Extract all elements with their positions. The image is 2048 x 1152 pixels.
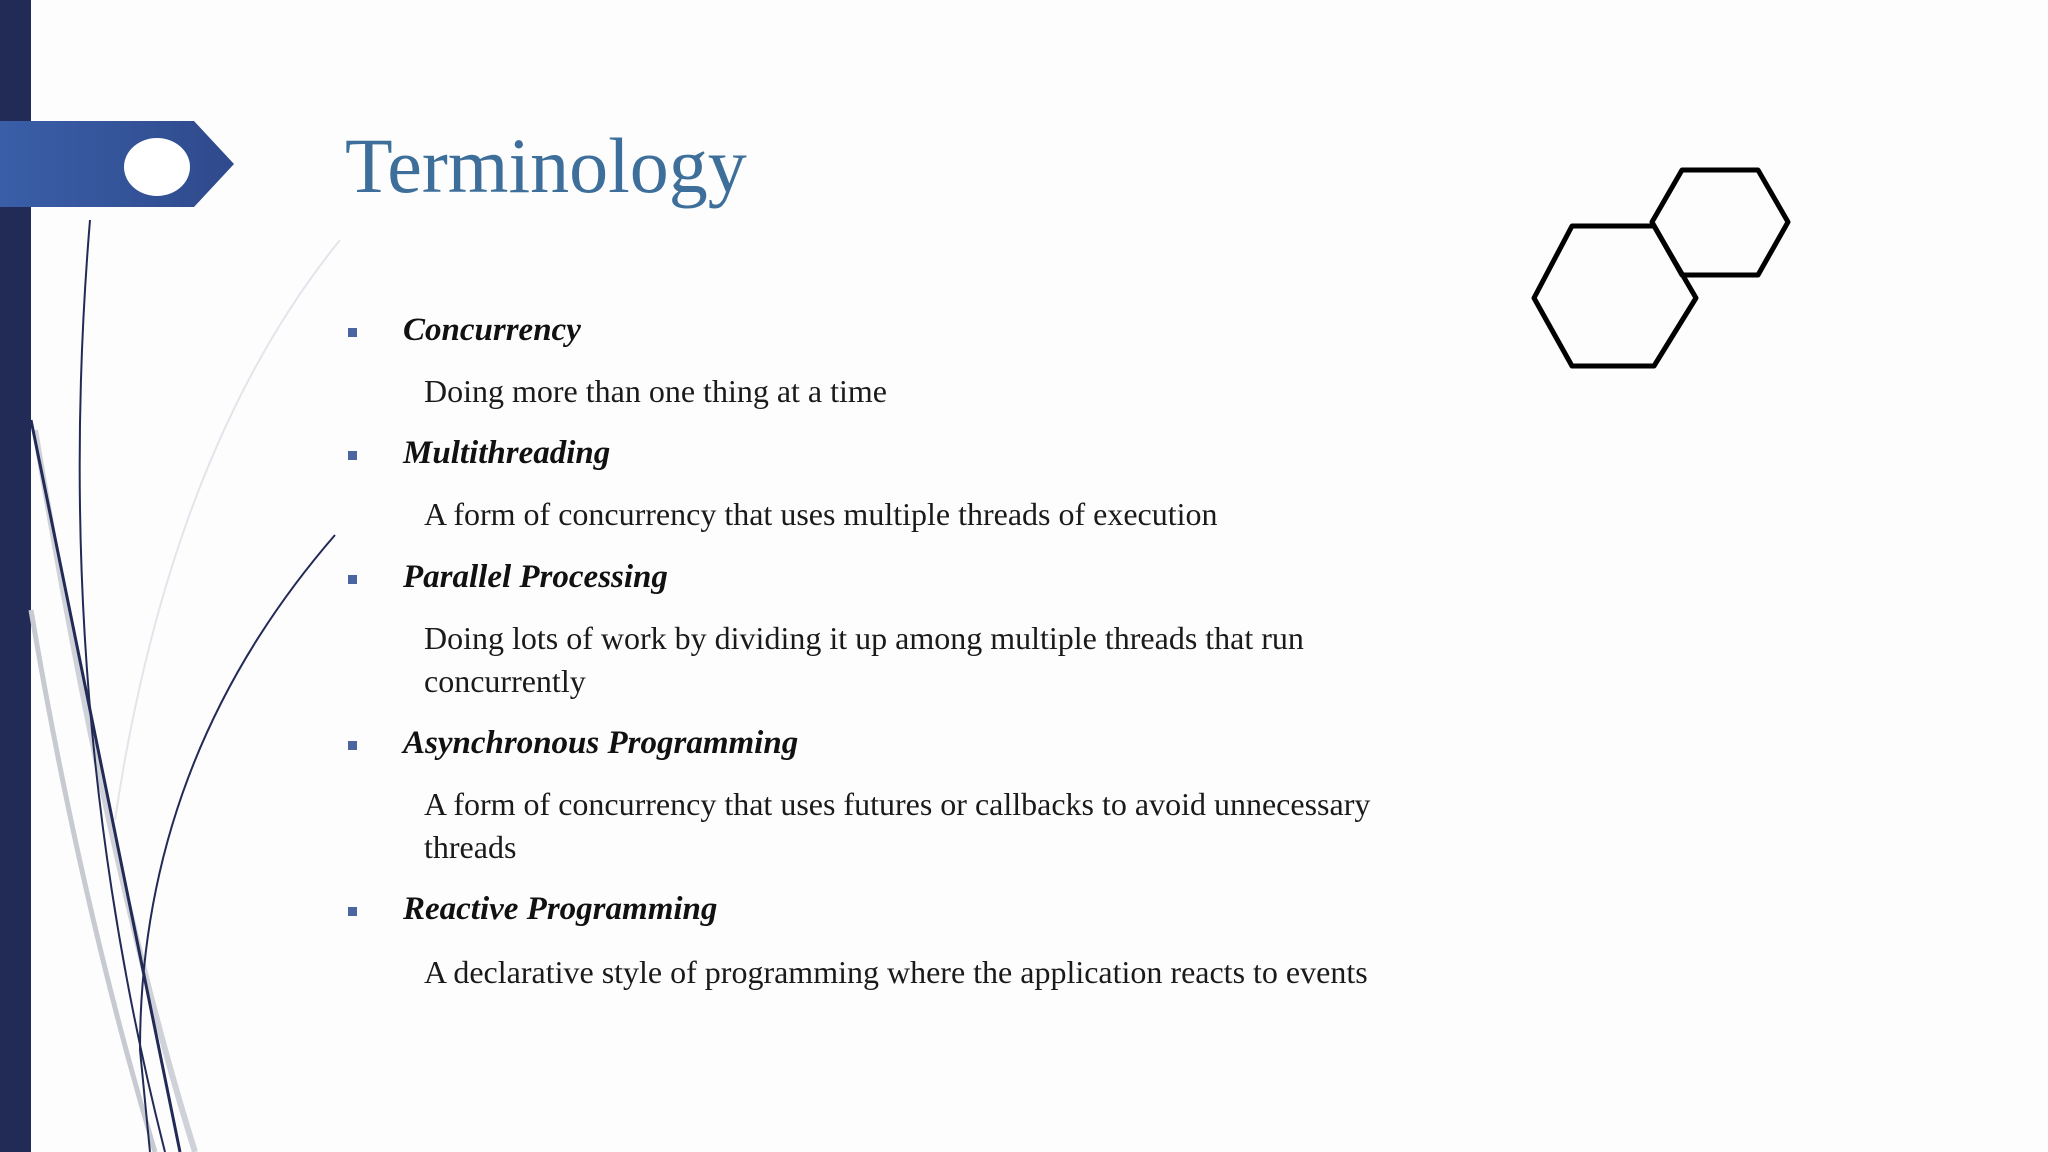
bullet-icon [348,328,357,337]
bullet-icon [348,451,357,460]
bullet-icon [348,907,357,916]
bullet-icon [348,741,357,750]
term-name: Concurrency [403,312,581,348]
term-name: Asynchronous Programming [403,725,799,761]
term-description: Doing more than one thing at a time [424,373,887,409]
page-title: Terminology [345,122,747,209]
term-name: Parallel Processing [403,559,668,595]
term-description: Doing lots of work by dividing it up among multiple threads that run concurrently [424,620,1304,699]
hexagon-outline-icon [1530,160,1810,380]
terminology-list [345,310,1445,994]
term-name: Reactive Programming [403,891,718,927]
list-item [345,723,1445,869]
term-description: A form of concurrency that uses multiple threads of execution [424,496,1218,532]
term-description: A declarative style of programming where the application reacts to events [424,954,1368,990]
title-tab-icon [0,121,234,207]
list-item [345,557,1445,703]
bullet-icon [348,575,357,584]
term-description: A form of concurrency that uses futures or callbacks to avoid unnecessary threads [424,786,1371,865]
list-item [345,433,1445,536]
list-item [345,310,1445,413]
list-item [345,889,1445,994]
term-name: Multithreading [403,435,611,471]
